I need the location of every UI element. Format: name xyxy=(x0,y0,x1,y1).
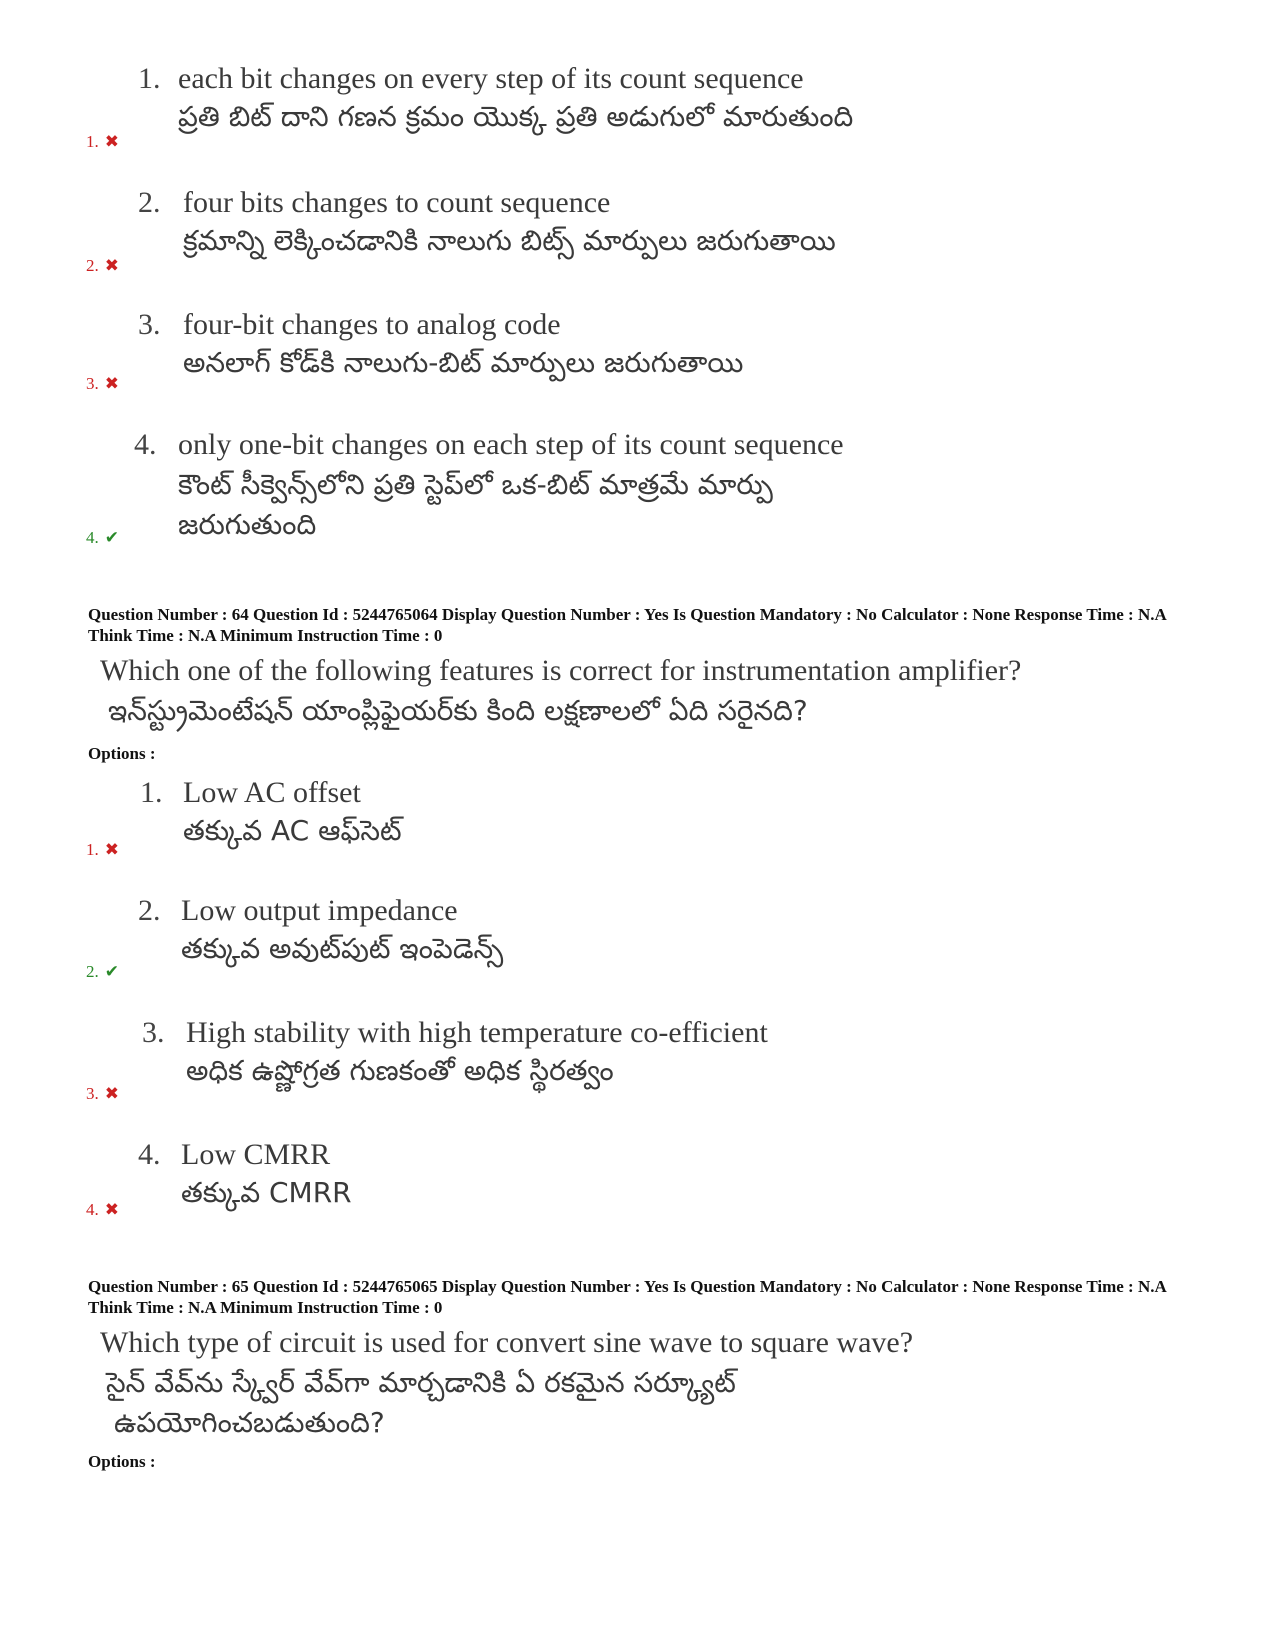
question-text-en: Which type of circuit is used for convert sine wave to square wave? xyxy=(100,1326,914,1359)
option-marker: 3. ✖ xyxy=(86,374,119,394)
cross-icon: ✖ xyxy=(104,1200,119,1220)
check-icon: ✔ xyxy=(104,962,119,982)
option-marker: 3. ✖ xyxy=(86,1084,119,1104)
option-marker: 1. ✖ xyxy=(86,840,119,860)
cross-icon: ✖ xyxy=(104,256,119,276)
cross-icon: ✖ xyxy=(104,374,119,394)
question-text-en: Which one of the following features is correct for instrumentation amplifier? xyxy=(100,654,1022,687)
option-text-te: తక్కువ అవుట్‌పుట్ ఇంపెడెన్స్ xyxy=(181,932,504,965)
option-text-te: తక్కువ CMRR xyxy=(181,1176,352,1209)
option-marker: 2. ✖ xyxy=(86,256,119,276)
option-text-en: each bit changes on every step of its count sequence xyxy=(178,62,804,95)
option-marker: 4. ✔ xyxy=(86,528,119,548)
question-text-te-line2: ఉపయోగించబడుతుంది? xyxy=(114,1406,385,1439)
option-number: 2. xyxy=(138,186,161,219)
option-text-te: క్రమాన్ని లెక్కించడానికి నాలుగు బిట్స్ మార్పులు జరుగుతాయి xyxy=(183,224,836,257)
option-number: 3. xyxy=(142,1016,165,1049)
cross-icon: ✖ xyxy=(104,840,119,860)
question-meta: Question Number : 65 Question Id : 5244765065 Display Question Number : Yes Is Question Mandatory : No Calculator : None Response Time : N.A Think Time : N.A Minimum Instruction Time : 0 xyxy=(88,1277,1166,1317)
option-text-en: four bits changes to count sequence xyxy=(183,186,611,219)
option-marker: 2. ✔ xyxy=(86,962,119,982)
option-number: 4. xyxy=(134,428,157,461)
option-text-en: Low output impedance xyxy=(181,894,458,927)
cross-icon: ✖ xyxy=(104,132,119,152)
option-text-te: కౌంట్ సీక్వెన్స్‌లోని ప్రతి స్టెప్‌లో ఒక-బిట్ మాత్రమే మార్పు xyxy=(178,468,773,501)
option-marker: 4. ✖ xyxy=(86,1200,119,1220)
options-label: Options : xyxy=(88,744,156,763)
option-marker: 1. ✖ xyxy=(86,132,119,152)
option-number: 1. xyxy=(140,776,163,809)
option-text-te-line2: జరుగుతుంది xyxy=(178,508,317,541)
option-text-en: four-bit changes to analog code xyxy=(183,308,561,341)
option-text-en: High stability with high temperature co-efficient xyxy=(186,1016,768,1049)
option-number: 3. xyxy=(138,308,161,341)
option-text-en: only one-bit changes on each step of its count sequence xyxy=(178,428,844,461)
option-text-te: ప్రతి బిట్ దాని గణన క్రమం యొక్క ప్రతి అడుగులో మారుతుంది xyxy=(178,100,854,133)
question-meta: Question Number : 64 Question Id : 5244765064 Display Question Number : Yes Is Question Mandatory : No Calculator : None Response Time : N.A Think Time : N.A Minimum Instruction Time : 0 xyxy=(88,605,1166,645)
options-label: Options : xyxy=(88,1452,156,1471)
option-text-te: అనలాగ్ కోడ్‌కి నాలుగు-బిట్ మార్పులు జరుగుతాయి xyxy=(183,346,744,379)
option-number: 2. xyxy=(138,894,161,927)
option-text-en: Low CMRR xyxy=(181,1138,331,1171)
check-icon: ✔ xyxy=(104,528,119,548)
option-text-te: తక్కువ AC ఆఫ్‌సెట్ xyxy=(183,814,402,847)
option-number: 1. xyxy=(138,62,161,95)
option-number: 4. xyxy=(138,1138,161,1171)
option-text-te: అధిక ఉష్ణోగ్రత గుణకంతో అధిక స్థిరత్వం xyxy=(186,1054,614,1087)
question-text-te: సైన్ వేవ్‌ను స్క్వేర్ వేవ్‌గా మార్చడానికి ఏ రకమైన సర్క్యూట్ xyxy=(106,1366,736,1399)
cross-icon: ✖ xyxy=(104,1084,119,1104)
option-text-en: Low AC offset xyxy=(183,776,361,809)
question-text-te: ఇన్‌స్ట్రుమెంటేషన్ యాంప్లిఫైయర్‌కు కింది లక్షణాలలో ఏది సరైనది? xyxy=(108,694,808,727)
